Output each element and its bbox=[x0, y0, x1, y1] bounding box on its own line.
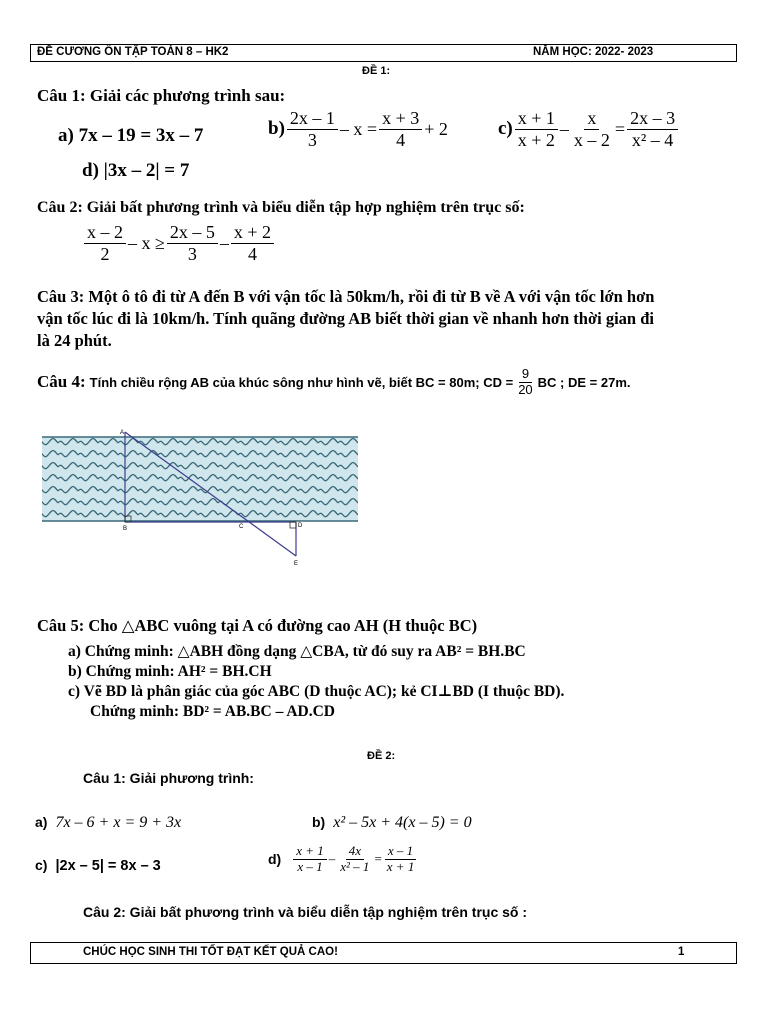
q1-b-mid: – x = bbox=[339, 118, 378, 139]
de2-d-num1: x + 1 bbox=[293, 844, 327, 860]
q1-c-eq: = bbox=[614, 118, 626, 139]
q3-line2: vận tốc lúc đi là 10km/h. Tính quãng đường AB biết thời gian về nhanh hơn thời gian đi bbox=[37, 309, 654, 328]
label-d: D bbox=[298, 523, 303, 529]
q2-den2: 3 bbox=[187, 243, 197, 264]
de2-b-label: b) bbox=[312, 814, 326, 830]
de2-d-frac3 bbox=[384, 844, 418, 875]
label-e: E bbox=[294, 561, 299, 567]
q1-c-num3: 2x – 3 bbox=[627, 108, 678, 130]
q1-b-end: + 2 bbox=[424, 118, 448, 139]
de2-a-eq: 7x – 6 + x = 9 + 3x bbox=[55, 814, 182, 831]
q1-b bbox=[268, 108, 448, 150]
q2-frac2 bbox=[167, 222, 218, 264]
q5-b: b) Chứng minh: AH² = BH.CH bbox=[68, 663, 272, 680]
q2-num2: 2x – 5 bbox=[167, 222, 218, 244]
q3-text bbox=[37, 286, 737, 352]
de2-c-eq: |2x – 5| = 8x – 3 bbox=[55, 858, 161, 874]
de2-b-eq: x² – 5x + 4(x – 5) = 0 bbox=[333, 814, 472, 831]
q4-body2: BC ; DE = 27m. bbox=[537, 374, 631, 390]
de2-q1-title: Câu 1: Giải phương trình: bbox=[83, 770, 254, 786]
q2-op1: – x ≥ bbox=[128, 232, 165, 253]
de2-d-frac2 bbox=[337, 844, 372, 875]
de2-title: ĐỀ 2: bbox=[367, 750, 396, 762]
de2-d-eq: = bbox=[374, 851, 382, 867]
footer-text: CHÚC HỌC SINH THI TỐT ĐẠT KẾT QUẢ CAO! bbox=[83, 946, 338, 958]
de2-d-num2: 4x bbox=[346, 844, 364, 860]
q1-b-den1: 3 bbox=[307, 129, 317, 150]
river-waves bbox=[42, 437, 358, 521]
right-angle-d bbox=[290, 522, 296, 528]
q1-c-den2: x – 2 bbox=[573, 129, 610, 150]
de2-c-label: c) bbox=[35, 857, 48, 873]
q1-c-den3: x² – 4 bbox=[631, 129, 674, 150]
q2-den3: 4 bbox=[247, 243, 257, 264]
q1-c-label: c) bbox=[498, 118, 513, 140]
label-b: B bbox=[123, 526, 128, 532]
q2-inequality bbox=[82, 222, 276, 264]
q4-frac bbox=[515, 367, 535, 398]
de2-q1-b bbox=[312, 814, 472, 832]
q2-den1: 2 bbox=[100, 243, 110, 264]
q1-c-den1: x + 2 bbox=[517, 129, 555, 150]
de1-title: ĐỀ 1: bbox=[362, 65, 391, 77]
q3-line3: là 24 phút. bbox=[37, 331, 112, 350]
q2-num1: x – 2 bbox=[84, 222, 126, 244]
de2-d-op1: – bbox=[328, 851, 336, 867]
q5-c1: c) Vẽ BD là phân giác của góc ABC (D thuộc AC); kẻ CI⊥BD (I thuộc BD). bbox=[68, 683, 565, 700]
de2-a-label: a) bbox=[35, 814, 48, 830]
de2-q1-a bbox=[35, 814, 181, 832]
de2-d-label: d) bbox=[268, 851, 282, 868]
de2-q1-d bbox=[268, 844, 419, 875]
q2-frac3 bbox=[231, 222, 274, 264]
q1-c-frac1 bbox=[515, 108, 558, 150]
q3-line1: Câu 3: Một ô tô đi từ A đến B với vận tốc là 50km/h, rồi đi từ B về A với vận tốc lớn hơn bbox=[37, 287, 655, 306]
q1-a: a) 7x – 19 = 3x – 7 bbox=[58, 125, 204, 146]
q1-c-num2: x bbox=[584, 108, 599, 130]
header-title: ĐỀ CƯƠNG ÔN TẬP TOÁN 8 – HK2 bbox=[37, 46, 229, 58]
de2-q2-title: Câu 2: Giải bất phương trình và biểu diễn tập nghiệm trên trục số : bbox=[83, 904, 528, 920]
q1-b-frac1 bbox=[287, 108, 338, 150]
q1-c bbox=[498, 108, 680, 150]
q5-title: Câu 5: Cho △ABC vuông tại A có đường cao AH (H thuộc BC) bbox=[37, 616, 478, 635]
q1-c-frac2 bbox=[571, 108, 613, 150]
de2-d-den2: x² – 1 bbox=[340, 858, 370, 874]
page-header bbox=[30, 44, 737, 62]
q5-parts bbox=[68, 642, 564, 722]
q1-c-num1: x + 1 bbox=[515, 108, 558, 130]
q1-title: Câu 1: Giải các phương trình sau: bbox=[37, 86, 286, 105]
q1-c-frac3 bbox=[627, 108, 678, 150]
q4-text bbox=[37, 367, 631, 398]
q2-op2: – bbox=[219, 232, 229, 253]
q2-title: Câu 2: Giải bất phương trình và biểu diễn tập hợp nghiệm trên trục số: bbox=[37, 199, 525, 216]
q4-label: Câu 4: bbox=[37, 372, 86, 392]
q2-frac1 bbox=[84, 222, 126, 264]
q4-frac-den: 20 bbox=[518, 381, 533, 397]
river-figure bbox=[38, 425, 363, 570]
q5-c2: Chứng minh: BD² = AB.BC – AD.CD bbox=[90, 703, 335, 720]
q4-frac-num: 9 bbox=[519, 367, 532, 383]
q5-a: a) Chứng minh: △ABH đồng dạng △CBA, từ đó suy ra AB² = BH.BC bbox=[68, 643, 526, 660]
q1-b-label: b) bbox=[268, 118, 285, 140]
de2-d-frac1 bbox=[293, 844, 327, 875]
q4-body: Tính chiều rộng AB của khúc sông như hình vẽ, biết BC = 80m; CD = bbox=[89, 374, 514, 390]
de2-d-den1: x – 1 bbox=[297, 858, 323, 874]
q1-c-op1: – bbox=[559, 118, 569, 139]
header-year: NĂM HỌC: 2022- 2023 bbox=[533, 46, 654, 58]
label-a: A bbox=[120, 430, 125, 436]
page-footer bbox=[30, 942, 737, 964]
page-number: 1 bbox=[678, 946, 685, 958]
de2-d-den3: x + 1 bbox=[386, 858, 415, 874]
label-c: C bbox=[239, 524, 244, 530]
de2-q1-c bbox=[35, 857, 161, 874]
q2-num3: x + 2 bbox=[231, 222, 274, 244]
q1-b-num2: x + 3 bbox=[379, 108, 422, 130]
q1-b-den2: 4 bbox=[396, 129, 406, 150]
q1-d: d) |3x – 2| = 7 bbox=[82, 160, 190, 181]
q1-b-num1: 2x – 1 bbox=[287, 108, 338, 130]
q1-b-frac2 bbox=[379, 108, 422, 150]
de2-d-num3: x – 1 bbox=[385, 844, 416, 860]
